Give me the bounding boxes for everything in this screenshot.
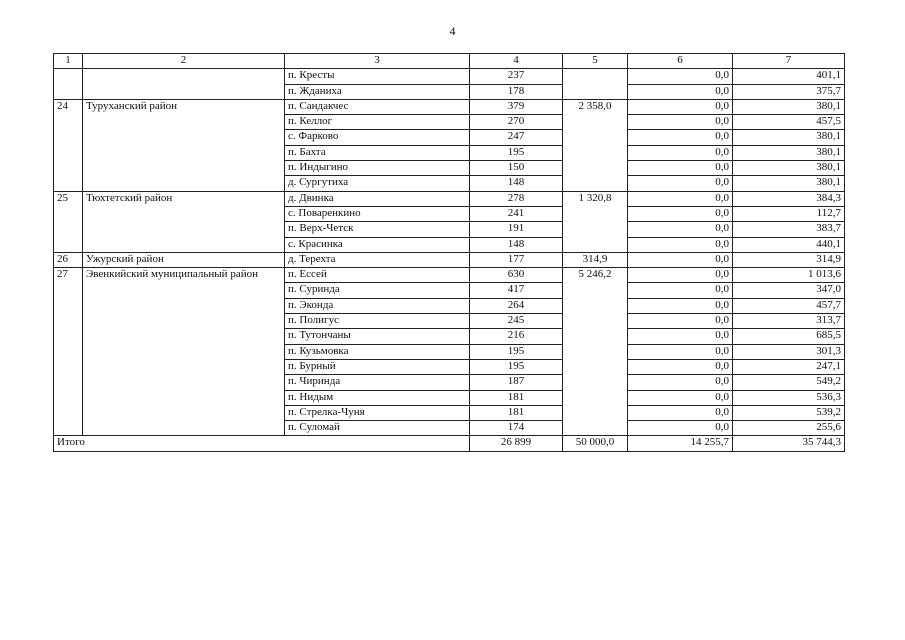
column6-value: 0,0 [628,283,733,298]
settlement-name: п. Бахта [285,145,470,160]
population-value: 264 [470,298,563,313]
population-value: 247 [470,130,563,145]
column7-value: 457,5 [733,115,845,130]
table-row [54,191,845,206]
settlement-name: п. Тутончаны [285,329,470,344]
population-value: 181 [470,405,563,420]
district-number: 24 [54,99,83,191]
column6-value: 0,0 [628,222,733,237]
column6-value: 0,0 [628,176,733,191]
header-cell: 1 [54,54,83,69]
column7-value: 247,1 [733,359,845,374]
district-number: 25 [54,191,83,252]
population-value: 379 [470,99,563,114]
column6-value: 0,0 [628,329,733,344]
settlement-name: п. Ессей [285,268,470,283]
column6-value: 0,0 [628,405,733,420]
column6-value: 0,0 [628,191,733,206]
district-total: 314,9 [563,252,628,267]
column6-value: 0,0 [628,268,733,283]
population-value: 237 [470,69,563,84]
column6-value: 0,0 [628,237,733,252]
column7-value: 539,2 [733,405,845,420]
district-total: 5 246,2 [563,268,628,436]
column7-value: 380,1 [733,161,845,176]
column7-value: 1 013,6 [733,268,845,283]
column6-value: 0,0 [628,390,733,405]
settlement-name: п. Чиринда [285,375,470,390]
table-row [54,69,845,84]
population-value: 195 [470,145,563,160]
total-column7: 35 744,3 [733,436,845,451]
total-column6: 14 255,7 [628,436,733,451]
header-cell: 7 [733,54,845,69]
district-number: 27 [54,268,83,436]
column6-value: 0,0 [628,130,733,145]
settlement-name: п. Кресты [285,69,470,84]
population-value: 241 [470,206,563,221]
settlement-name: д. Терехта [285,252,470,267]
settlement-name: с. Фарково [285,130,470,145]
settlement-name: п. Индыгино [285,161,470,176]
district-total [563,69,628,100]
column6-value: 0,0 [628,99,733,114]
total-label: Итого [54,436,470,451]
population-value: 278 [470,191,563,206]
population-value: 148 [470,237,563,252]
district-total: 2 358,0 [563,99,628,191]
population-value: 148 [470,176,563,191]
population-value: 195 [470,359,563,374]
district-number [54,69,83,100]
settlement-name: п. Суринда [285,283,470,298]
district-name: Эвенкийский муниципальный район [83,268,285,436]
column7-value: 301,3 [733,344,845,359]
population-value: 181 [470,390,563,405]
column7-value: 347,0 [733,283,845,298]
settlement-name: п. Верх-Четск [285,222,470,237]
column6-value: 0,0 [628,206,733,221]
header-cell: 4 [470,54,563,69]
population-value: 150 [470,161,563,176]
column7-value: 440,1 [733,237,845,252]
column7-value: 384,3 [733,191,845,206]
settlement-name: п. Нидым [285,390,470,405]
column6-value: 0,0 [628,298,733,313]
population-value: 245 [470,314,563,329]
header-cell: 5 [563,54,628,69]
district-number: 26 [54,252,83,267]
header-cell: 6 [628,54,733,69]
settlement-name: п. Стрелка-Чуня [285,405,470,420]
column7-value: 112,7 [733,206,845,221]
settlement-name: п. Келлог [285,115,470,130]
column7-value: 536,3 [733,390,845,405]
table-row [54,268,845,283]
column7-value: 375,7 [733,84,845,99]
settlement-name: с. Красинка [285,237,470,252]
population-value: 630 [470,268,563,283]
population-value: 178 [470,84,563,99]
column7-value: 314,9 [733,252,845,267]
district-name: Тюхтетский район [83,191,285,252]
settlement-name: д. Сургутиха [285,176,470,191]
settlement-name: п. Полигус [285,314,470,329]
table-body [54,54,845,452]
settlement-name: с. Поваренкино [285,206,470,221]
column6-value: 0,0 [628,115,733,130]
population-value: 177 [470,252,563,267]
column6-value: 0,0 [628,344,733,359]
column6-value: 0,0 [628,421,733,436]
column7-value: 549,2 [733,375,845,390]
data-table [53,53,845,452]
population-value: 270 [470,115,563,130]
column7-value: 685,5 [733,329,845,344]
settlement-name: п. Суломай [285,421,470,436]
population-value: 216 [470,329,563,344]
settlement-name: п. Сандакчес [285,99,470,114]
table-row [54,252,845,267]
column7-value: 255,6 [733,421,845,436]
settlement-name: п. Жданиха [285,84,470,99]
column6-value: 0,0 [628,252,733,267]
settlement-name: п. Бурный [285,359,470,374]
column6-value: 0,0 [628,69,733,84]
column6-value: 0,0 [628,314,733,329]
settlement-name: п. Кузьмовка [285,344,470,359]
column7-value: 383,7 [733,222,845,237]
column7-value: 313,7 [733,314,845,329]
district-name: Туруханский район [83,99,285,191]
population-value: 174 [470,421,563,436]
header-row [54,54,845,69]
district-total: 1 320,8 [563,191,628,252]
page-number: 4 [449,24,456,38]
population-value: 417 [470,283,563,298]
column7-value: 380,1 [733,99,845,114]
column7-value: 380,1 [733,130,845,145]
column7-value: 380,1 [733,176,845,191]
district-name [83,69,285,100]
total-row [54,436,845,451]
population-value: 191 [470,222,563,237]
column6-value: 0,0 [628,161,733,176]
table-row [54,99,845,114]
settlement-name: д. Двинка [285,191,470,206]
population-value: 187 [470,375,563,390]
population-value: 195 [470,344,563,359]
district-name: Ужурский район [83,252,285,267]
header-cell: 3 [285,54,470,69]
column6-value: 0,0 [628,359,733,374]
total-column5: 50 000,0 [563,436,628,451]
column7-value: 380,1 [733,145,845,160]
column7-value: 457,7 [733,298,845,313]
column6-value: 0,0 [628,84,733,99]
column6-value: 0,0 [628,145,733,160]
total-population: 26 899 [470,436,563,451]
header-cell: 2 [83,54,285,69]
settlement-name: п. Эконда [285,298,470,313]
column6-value: 0,0 [628,375,733,390]
column7-value: 401,1 [733,69,845,84]
